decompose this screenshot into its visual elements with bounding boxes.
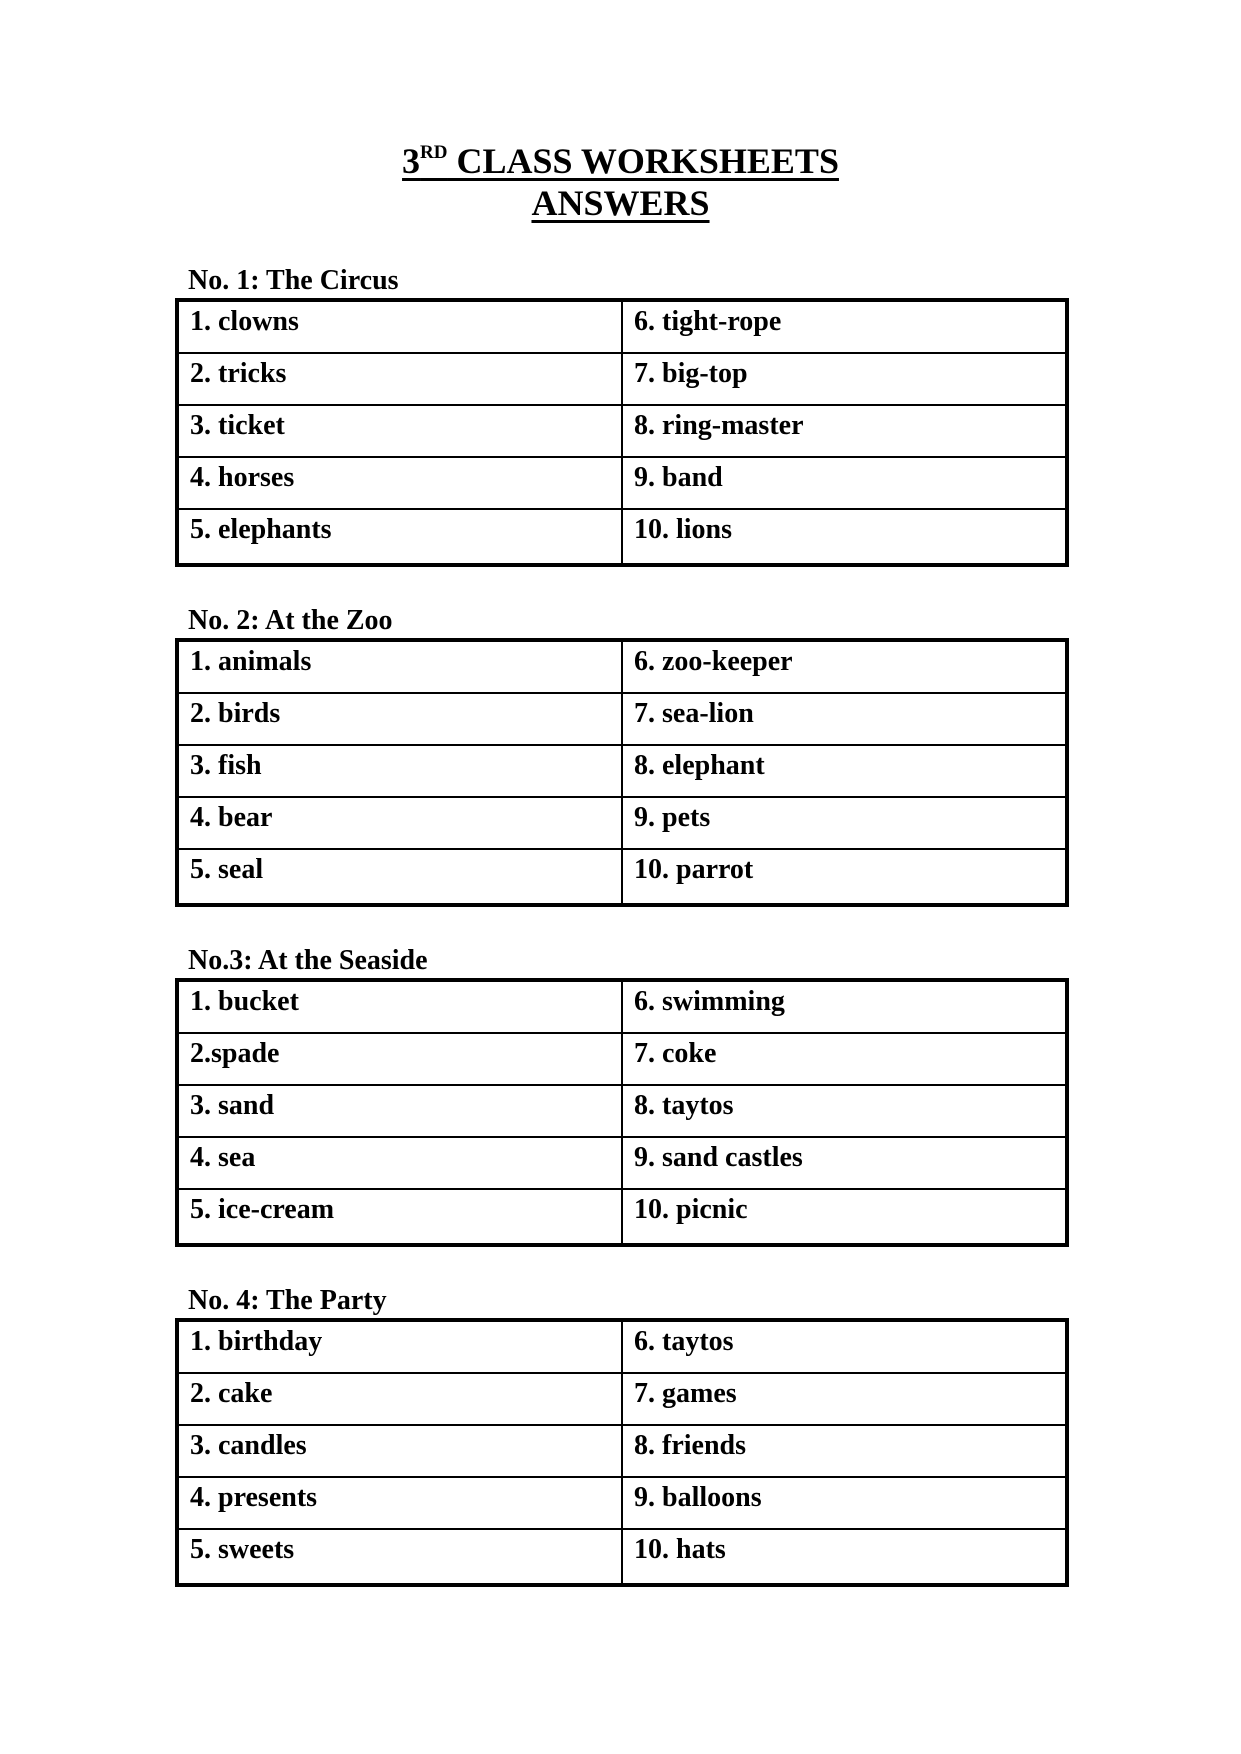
table-row bbox=[177, 1477, 1067, 1529]
table-cell: 3. sand bbox=[177, 1085, 622, 1137]
table-cell: 10. picnic bbox=[622, 1189, 1067, 1245]
table-row bbox=[177, 640, 1067, 693]
table-row bbox=[177, 353, 1067, 405]
table-cell: 9. pets bbox=[622, 797, 1067, 849]
table-row bbox=[177, 693, 1067, 745]
table-cell: 7. coke bbox=[622, 1033, 1067, 1085]
answers-table bbox=[175, 638, 1069, 907]
table-row bbox=[177, 1320, 1067, 1373]
table-cell: 1. animals bbox=[177, 640, 622, 693]
table-cell: 1. clowns bbox=[177, 300, 622, 353]
table-row bbox=[177, 1085, 1067, 1137]
table-cell: 5. elephants bbox=[177, 509, 622, 565]
table-cell: 3. ticket bbox=[177, 405, 622, 457]
table-cell: 4. bear bbox=[177, 797, 622, 849]
table-cell: 2. cake bbox=[177, 1373, 622, 1425]
table-cell: 8. elephant bbox=[622, 745, 1067, 797]
section-zoo bbox=[175, 604, 1069, 907]
table-row bbox=[177, 300, 1067, 353]
table-cell: 2. tricks bbox=[177, 353, 622, 405]
table-cell: 9. band bbox=[622, 457, 1067, 509]
table-cell: 10. lions bbox=[622, 509, 1067, 565]
table-cell: 2. birds bbox=[177, 693, 622, 745]
table-cell: 8. ring-master bbox=[622, 405, 1067, 457]
table-cell: 7. big-top bbox=[622, 353, 1067, 405]
answers-table bbox=[175, 1318, 1069, 1587]
table-cell: 5. seal bbox=[177, 849, 622, 905]
table-cell: 8. taytos bbox=[622, 1085, 1067, 1137]
table-cell: 9. sand castles bbox=[622, 1137, 1067, 1189]
title-ordinal-suffix: RD bbox=[420, 142, 448, 163]
table-row bbox=[177, 1033, 1067, 1085]
answers-table bbox=[175, 978, 1069, 1247]
table-row bbox=[177, 1425, 1067, 1477]
table-cell: 3. candles bbox=[177, 1425, 622, 1477]
table-row bbox=[177, 509, 1067, 565]
answers-table bbox=[175, 298, 1069, 567]
table-cell: 9. balloons bbox=[622, 1477, 1067, 1529]
table-cell: 4. horses bbox=[177, 457, 622, 509]
table-cell: 4. presents bbox=[177, 1477, 622, 1529]
table-cell: 4. sea bbox=[177, 1137, 622, 1189]
table-cell: 6. zoo-keeper bbox=[622, 640, 1067, 693]
table-row bbox=[177, 1373, 1067, 1425]
table-cell: 5. sweets bbox=[177, 1529, 622, 1585]
table-row bbox=[177, 1529, 1067, 1585]
title-line-2: ANSWERS bbox=[531, 183, 710, 223]
section-heading: No. 2: At the Zoo bbox=[188, 605, 393, 636]
table-cell: 6. tight-rope bbox=[622, 300, 1067, 353]
section-heading: No. 4: The Party bbox=[188, 1285, 387, 1316]
table-cell: 6. swimming bbox=[622, 980, 1067, 1033]
title-line-1 bbox=[0, 140, 1241, 182]
table-cell: 6. taytos bbox=[622, 1320, 1067, 1373]
table-row bbox=[177, 457, 1067, 509]
section-heading: No.3: At the Seaside bbox=[188, 945, 428, 976]
table-row bbox=[177, 1137, 1067, 1189]
table-cell: 7. sea-lion bbox=[622, 693, 1067, 745]
table-row bbox=[177, 797, 1067, 849]
table-cell: 3. fish bbox=[177, 745, 622, 797]
title-worksheets-text: CLASS WORKSHEETS bbox=[447, 141, 839, 181]
table-cell: 5. ice-cream bbox=[177, 1189, 622, 1245]
table-cell: 10. parrot bbox=[622, 849, 1067, 905]
section-seaside bbox=[175, 944, 1069, 1247]
table-cell: 1. birthday bbox=[177, 1320, 622, 1373]
table-row bbox=[177, 405, 1067, 457]
title-class-number: 3 bbox=[402, 141, 421, 181]
table-row bbox=[177, 745, 1067, 797]
table-row bbox=[177, 980, 1067, 1033]
document-title bbox=[0, 140, 1241, 224]
section-heading: No. 1: The Circus bbox=[188, 265, 399, 296]
table-cell: 10. hats bbox=[622, 1529, 1067, 1585]
table-cell: 2.spade bbox=[177, 1033, 622, 1085]
table-cell: 8. friends bbox=[622, 1425, 1067, 1477]
table-row bbox=[177, 849, 1067, 905]
table-cell: 7. games bbox=[622, 1373, 1067, 1425]
table-cell: 1. bucket bbox=[177, 980, 622, 1033]
section-party bbox=[175, 1284, 1069, 1587]
section-circus bbox=[175, 264, 1069, 567]
table-row bbox=[177, 1189, 1067, 1245]
